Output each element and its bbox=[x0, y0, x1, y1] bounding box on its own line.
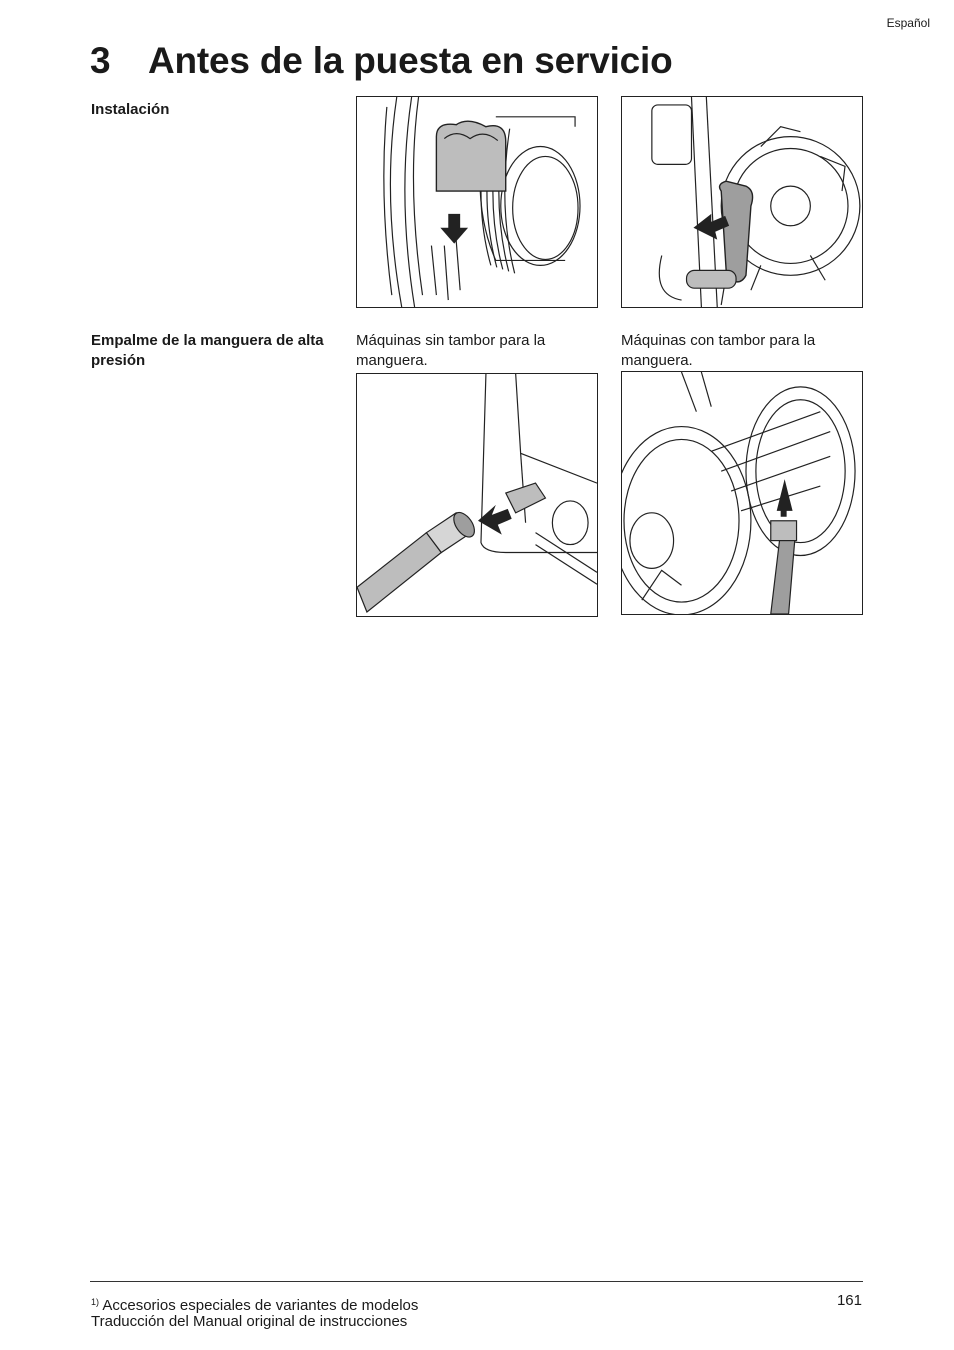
chapter-title-text: Antes de la puesta en servicio bbox=[148, 40, 673, 81]
footnote-marker: 1) bbox=[91, 1297, 100, 1307]
page-number: 161 bbox=[836, 1292, 862, 1309]
figure-hose-holder bbox=[356, 96, 598, 308]
footnote-text: Accesorios especiales de variantes de modelos bbox=[102, 1297, 419, 1314]
footer-divider bbox=[90, 1281, 863, 1282]
crank-handle-installation-icon bbox=[622, 97, 862, 307]
figure-crank-handle bbox=[621, 96, 863, 308]
document-name: Traducción del Manual original de instrucciones bbox=[91, 1313, 408, 1330]
chapter-number: 3 bbox=[90, 40, 111, 81]
hose-connection-no-reel-icon bbox=[357, 374, 597, 616]
hose-holder-installation-icon bbox=[357, 97, 597, 307]
language-label: Español bbox=[886, 16, 930, 30]
section-label-hose-connection: Empalme de la manguera de alta presión bbox=[91, 332, 324, 369]
chapter-title bbox=[90, 40, 673, 82]
hose-connection-with-reel-icon bbox=[622, 372, 862, 614]
caption-no-reel: Máquinas sin tambor para la manguera. bbox=[356, 332, 546, 369]
figure-hose-no-reel bbox=[356, 373, 598, 617]
caption-with-reel: Máquinas con tambor para la manguera. bbox=[621, 332, 816, 369]
figure-hose-with-reel bbox=[621, 371, 863, 615]
section-label-installation: Instalación bbox=[91, 101, 170, 118]
